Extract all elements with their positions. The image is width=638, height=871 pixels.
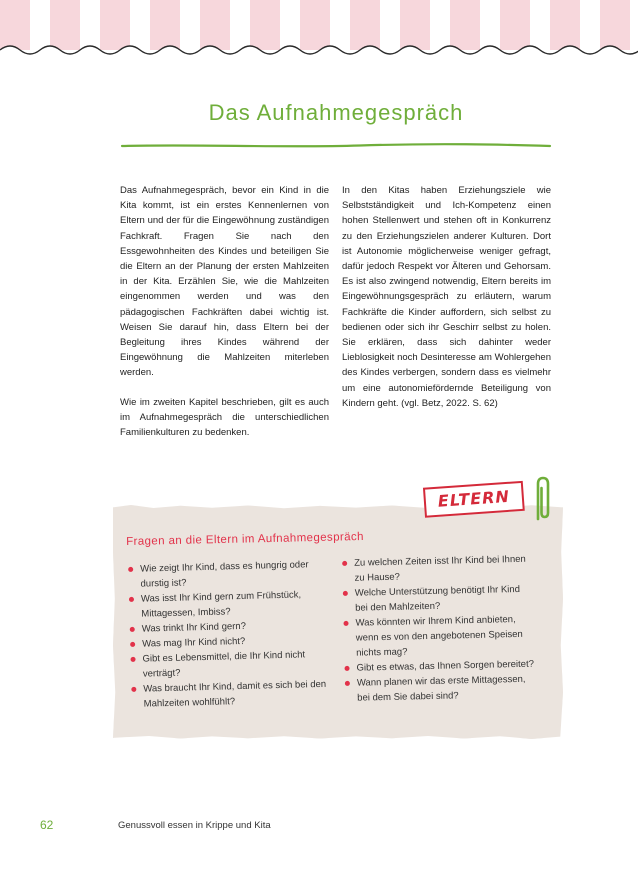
page-number: 62 xyxy=(40,818,54,832)
question-text: Wann planen wir das erste Mittagessen, bei dem Sie dabei sind? xyxy=(356,673,526,704)
bullet-dot-icon xyxy=(130,627,135,632)
question-text: Zu welchen Zeiten isst Ihr Kind bei Ihnen zu Hause? xyxy=(354,553,526,584)
bullet-dot-icon xyxy=(131,687,136,692)
question-text: Welche Unterstützung benötigt Ihr Kind bei den Mahlzeiten? xyxy=(354,583,521,614)
list-item xyxy=(341,552,534,586)
question-text: Wie zeigt Ihr Kind, dass es hungrig oder durstig ist? xyxy=(140,559,309,590)
list-item xyxy=(342,582,535,616)
question-text: Gibt es etwas, das Ihnen Sorgen bereitet? xyxy=(356,658,535,674)
paragraph: In den Kitas haben Erziehungsziele wie Selbstständigkeit und Ich-Kompetenz einen hohen Stellenwert und stehen oft in Konkurrenz zu den Erziehungszielen anderer Kulturen. Dort ist Autonomie möglicherweise weniger gefragt, dafür jedoch Respekt vor Älteren und Gehorsam. Es ist also zwingend notwendig, Eltern bereits im Eingewöhnungsgespräch zu erläutern, warum Fachkräfte die Kinder auffordern, sich selbst zu bedienen oder sich ihr Geschirr selbst zu holen. Sie erklären, dass sich dahinter weder Lieblosigkeit noch Desinteresse am Wohlergehen des Kindes verbergen, sondern dass es vielmehr um eine autonomiefördernde Beteiligung von Kindern geht. (vgl. Betz, 2022. S. 62) xyxy=(342,185,551,409)
question-list-left xyxy=(127,557,336,712)
bullet-dot-icon xyxy=(130,657,135,662)
bullet-dot-icon xyxy=(128,567,133,572)
tag-label: ELTERN xyxy=(437,486,511,511)
header-scallop-border xyxy=(0,36,638,60)
bullet-dot-icon xyxy=(344,666,349,671)
footer-book-title: Genussvoll essen in Krippe und Kita xyxy=(118,820,271,831)
paragraph: Wie im zweiten Kapitel beschrieben, gilt es auch im Aufnahmegespräch die unterschiedlichen Familienkulturen zu bedenken. xyxy=(120,396,329,439)
bullet-dot-icon xyxy=(343,621,348,626)
title-underline xyxy=(120,140,552,152)
bullet-dot-icon xyxy=(342,561,347,566)
body-column-left xyxy=(120,183,329,454)
bullet-dot-icon xyxy=(343,591,348,596)
bullet-dot-icon xyxy=(129,597,134,602)
bullet-dot-icon xyxy=(130,642,135,647)
paperclip-icon xyxy=(531,475,553,523)
question-text: Was trinkt Ihr Kind gern? xyxy=(141,620,247,635)
question-text: Was könnten wir Ihrem Kind anbieten, wenn es von den angebotenen Speisen nichts mag? xyxy=(355,614,523,659)
question-text: Was braucht Ihr Kind, damit es sich bei den Mahlzeiten wohlfühlt? xyxy=(143,678,327,710)
list-item xyxy=(342,612,535,661)
page-title: Das Aufnahmegespräch xyxy=(208,100,464,125)
question-text: Was mag Ihr Kind nicht? xyxy=(142,635,246,650)
note-title: Fragen an die Eltern im Aufnahmegespräch xyxy=(126,531,365,548)
question-text: Was isst Ihr Kind gern zum Frühstück, Mittagessen, Imbiss? xyxy=(140,589,302,620)
paragraph: Das Aufnahmegespräch, bevor ein Kind in die Kita kommt, ist ein erstes Kennenlernen von Eltern und der für die Eingewöhnung zuständigen Fachkraft. Fragen Sie nach den Essgewohnheiten des Kindes und beteiligen Sie die Eltern an der Planung der ersten Mahlzeiten in der Kita. Erzählen Sie, wie die Mahlzeiten eingenommen werden und was den pädagogischen Fachkräften dabei wichtig ist. Weisen Sie darauf hin, dass Eltern bei der Begleitung ihres Kindes während der Eingewöhnung die Mahlzeiten miterleben werden. xyxy=(120,185,329,379)
list-item xyxy=(130,677,336,712)
question-list-right xyxy=(341,552,536,706)
body-column-right xyxy=(342,183,551,425)
question-text: Gibt es Lebensmittel, die Ihr Kind nicht verträgt? xyxy=(142,649,306,680)
list-item xyxy=(344,672,537,706)
bullet-dot-icon xyxy=(345,681,350,686)
